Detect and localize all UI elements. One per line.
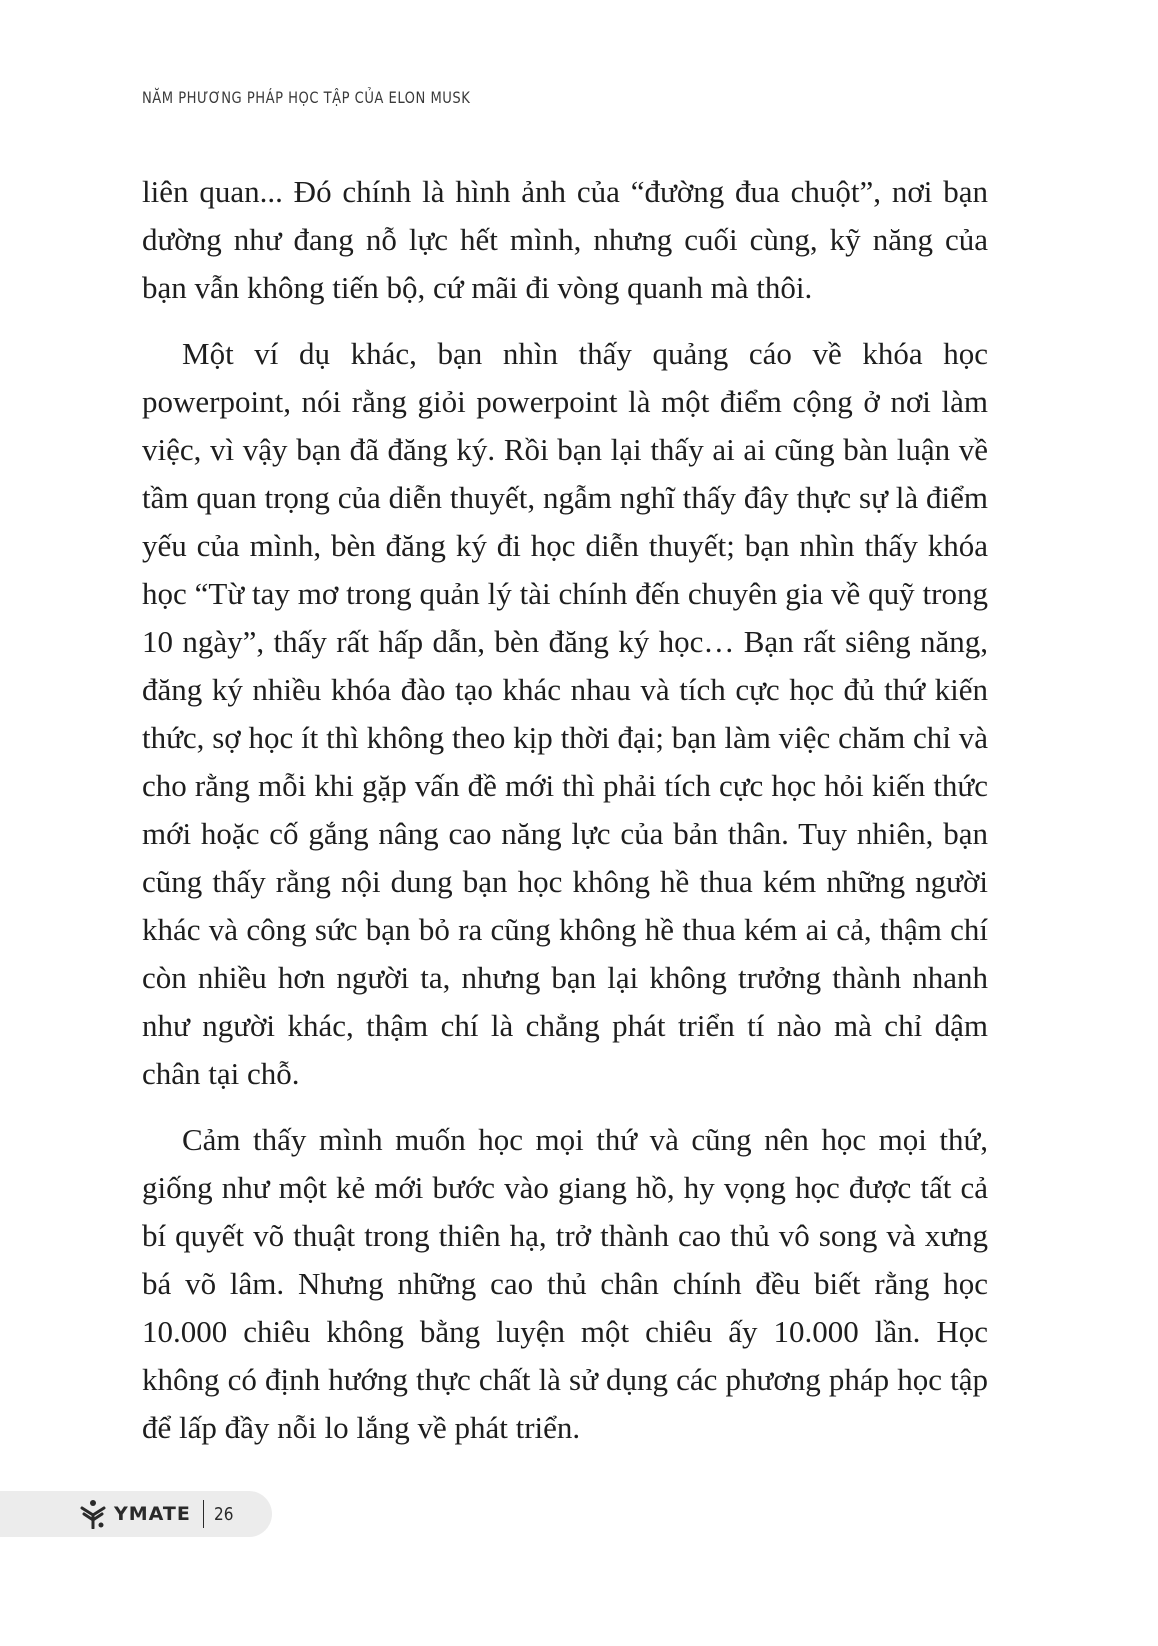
paragraph-3: Cảm thấy mình muốn học mọi thứ và cũng nên học mọi thứ, giống như một kẻ mới bước vào giang hồ, hy vọng học được tất cả bí quyết võ thuật trong thiên hạ, trở thành cao thủ vô song và xưng bá võ lâm. Nhưng những cao thủ chân chính đều biết rằng học 10.000 chiêu không bằng luyện một chiêu ấy 10.000 lần. Học không có định hướng thực chất là sử dụng các phương pháp học tập để lấp đầy nỗi lo lắng về phát triển. bbox=[142, 1122, 988, 1445]
paragraph-2: Một ví dụ khác, bạn nhìn thấy quảng cáo về khóa học powerpoint, nói rằng giỏi powerpoint là một điểm cộng ở nơi làm việc, vì vậy bạn đã đăng ký. Rồi bạn lại thấy ai ai cũng bàn luận về tầm quan trọng của diễn thuyết, ngẫm nghĩ thấy đây thực sự là điểm yếu của mình, bèn đăng ký đi học diễn thuyết; bạn nhìn thấy khóa học “Từ tay mơ trong quản lý tài chính đến chuyên gia về quỹ trong 10 ngày”, thấy rất hấp dẫn, bèn đăng ký học… Bạn rất siêng năng, đăng ký nhiều khóa đào tạo khác nhau và tích cực học đủ thứ kiến thức, sợ học ít thì không theo kịp thời đại; bạn làm việc chăm chỉ và cho rằng mỗi khi gặp vấn đề mới thì phải tích cực học hỏi kiến thức mới hoặc cố gắng nâng cao năng lực của bản thân. Tuy nhiên, bạn cũng thấy rằng nội dung bạn học không hề thua kém những người khác và công sức bạn bỏ ra cũng không hề thua kém ai cả, thậm chí còn nhiều hơn người ta, nhưng bạn lại không trưởng thành nhanh như người khác, thậm chí là chẳng phát triển tí nào mà chỉ dậm chân tại chỗ. bbox=[142, 336, 988, 1091]
brand-name: YMATE bbox=[114, 1503, 191, 1525]
page-footer bbox=[0, 1491, 272, 1537]
ymate-logo-icon bbox=[80, 1499, 106, 1529]
paragraph-1: liên quan... Đó chính là hình ảnh của “đường đua chuột”, nơi bạn dường như đang nỗ lực hết mình, nhưng cuối cùng, kỹ năng của bạn vẫn không tiến bộ, cứ mãi đi vòng quanh mà thôi. bbox=[142, 174, 988, 305]
body-text bbox=[142, 168, 988, 1470]
running-header: NĂM PHƯƠNG PHÁP HỌC TẬP CỦA ELON MUSK bbox=[142, 88, 471, 107]
footer-divider bbox=[203, 1500, 205, 1528]
page-number: 26 bbox=[214, 1503, 234, 1525]
